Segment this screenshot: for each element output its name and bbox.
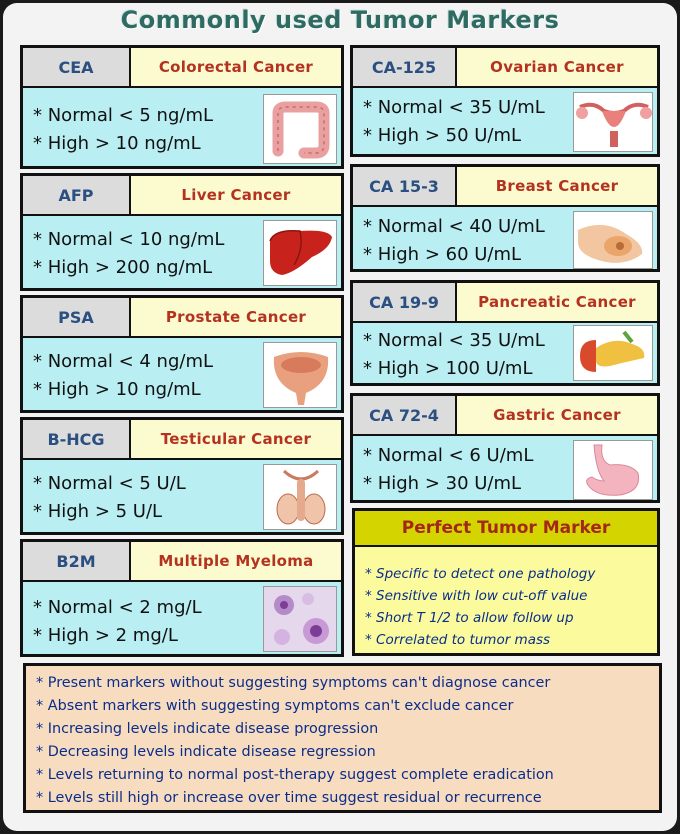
list-item: * Increasing levels indicate disease progression	[36, 721, 379, 737]
list-item: * Short T 1/2 to allow follow up	[365, 610, 574, 626]
list-item: * Specific to detect one pathology	[365, 566, 596, 582]
high-range: * High > 5 U/L	[33, 501, 163, 522]
marker-values	[363, 327, 545, 383]
marker-card-cea	[20, 45, 344, 169]
high-range: * High > 10 ng/mL	[33, 379, 201, 400]
marker-card-ca724	[350, 393, 660, 503]
testis-icon	[263, 464, 337, 530]
marker-card-ca153	[350, 164, 660, 272]
marker-values	[33, 102, 213, 158]
notes-list	[36, 672, 554, 810]
marker-values	[33, 348, 213, 404]
cancer-name: Ovarian Cancer	[457, 48, 657, 88]
high-range: * High > 10 ng/mL	[33, 133, 201, 154]
high-range: * High > 2 mg/L	[33, 625, 178, 646]
marker-code: PSA	[23, 298, 131, 338]
normal-range: * Normal < 35 U/mL	[363, 97, 545, 118]
marker-code: AFP	[23, 176, 131, 216]
liver-icon	[263, 220, 337, 286]
stomach-icon	[573, 440, 653, 500]
list-item: * Correlated to tumor mass	[365, 632, 551, 648]
cancer-name: Liver Cancer	[131, 176, 341, 216]
normal-range: * Normal < 4 ng/mL	[33, 351, 214, 372]
perfect-marker-box	[352, 508, 660, 656]
marker-code: B2M	[23, 542, 131, 582]
prostate-icon	[263, 342, 337, 408]
list-item: * Present markers without suggesting symptoms can't diagnose cancer	[36, 675, 551, 691]
cancer-name: Prostate Cancer	[131, 298, 341, 338]
breast-icon	[573, 211, 653, 269]
high-range: * High > 30 U/mL	[363, 473, 522, 494]
normal-range: * Normal < 40 U/mL	[363, 216, 545, 237]
marker-card-ca125	[350, 45, 660, 157]
normal-range: * Normal < 35 U/mL	[363, 330, 545, 351]
marker-code: CA-125	[353, 48, 457, 88]
cells-icon	[263, 586, 337, 652]
pancreas-icon	[573, 325, 653, 381]
list-item: * Levels still high or increase over time suggest residual or recurrence	[36, 790, 542, 806]
marker-card-psa	[20, 295, 344, 413]
marker-code: CA 15-3	[353, 167, 457, 207]
page-title: Commonly used Tumor Markers	[120, 6, 560, 34]
uterus-icon	[573, 92, 653, 152]
normal-range: * Normal < 5 U/L	[33, 473, 186, 494]
colon-icon	[263, 94, 337, 164]
marker-code: CA 19-9	[353, 283, 457, 323]
marker-values	[363, 94, 545, 150]
normal-range: * Normal < 6 U/mL	[363, 445, 534, 466]
perfect-marker-title: Perfect Tumor Marker	[355, 511, 657, 547]
normal-range: * Normal < 2 mg/L	[33, 597, 202, 618]
marker-card-ca199	[350, 280, 660, 386]
cancer-name: Pancreatic Cancer	[457, 283, 657, 323]
cancer-name: Testicular Cancer	[131, 420, 341, 460]
cancer-name: Gastric Cancer	[457, 396, 657, 436]
marker-code: B-HCG	[23, 420, 131, 460]
marker-values	[363, 442, 533, 498]
normal-range: * Normal < 5 ng/mL	[33, 105, 214, 126]
list-item: * Absent markers with suggesting symptoms can't exclude cancer	[36, 698, 514, 714]
marker-code: CA 72-4	[353, 396, 457, 436]
high-range: * High > 100 U/mL	[363, 358, 533, 379]
high-range: * High > 60 U/mL	[363, 244, 522, 265]
list-item: * Sensitive with low cut-off value	[365, 588, 588, 604]
cancer-name: Colorectal Cancer	[131, 48, 341, 88]
list-item: * Decreasing levels indicate disease regression	[36, 744, 376, 760]
high-range: * High > 50 U/mL	[363, 125, 522, 146]
marker-card-afp	[20, 173, 344, 291]
cancer-name: Multiple Myeloma	[131, 542, 341, 582]
marker-values	[33, 226, 224, 282]
cancer-name: Breast Cancer	[457, 167, 657, 207]
perfect-marker-list	[365, 563, 595, 651]
marker-values	[33, 594, 202, 650]
marker-code: CEA	[23, 48, 131, 88]
marker-values	[363, 213, 545, 269]
marker-values	[33, 470, 186, 526]
notes-box	[23, 663, 662, 813]
list-item: * Levels returning to normal post-therapy suggest complete eradication	[36, 767, 554, 783]
high-range: * High > 200 ng/mL	[33, 257, 213, 278]
normal-range: * Normal < 10 ng/mL	[33, 229, 225, 250]
marker-card-b2m	[20, 539, 344, 657]
marker-card-bhcg	[20, 417, 344, 535]
